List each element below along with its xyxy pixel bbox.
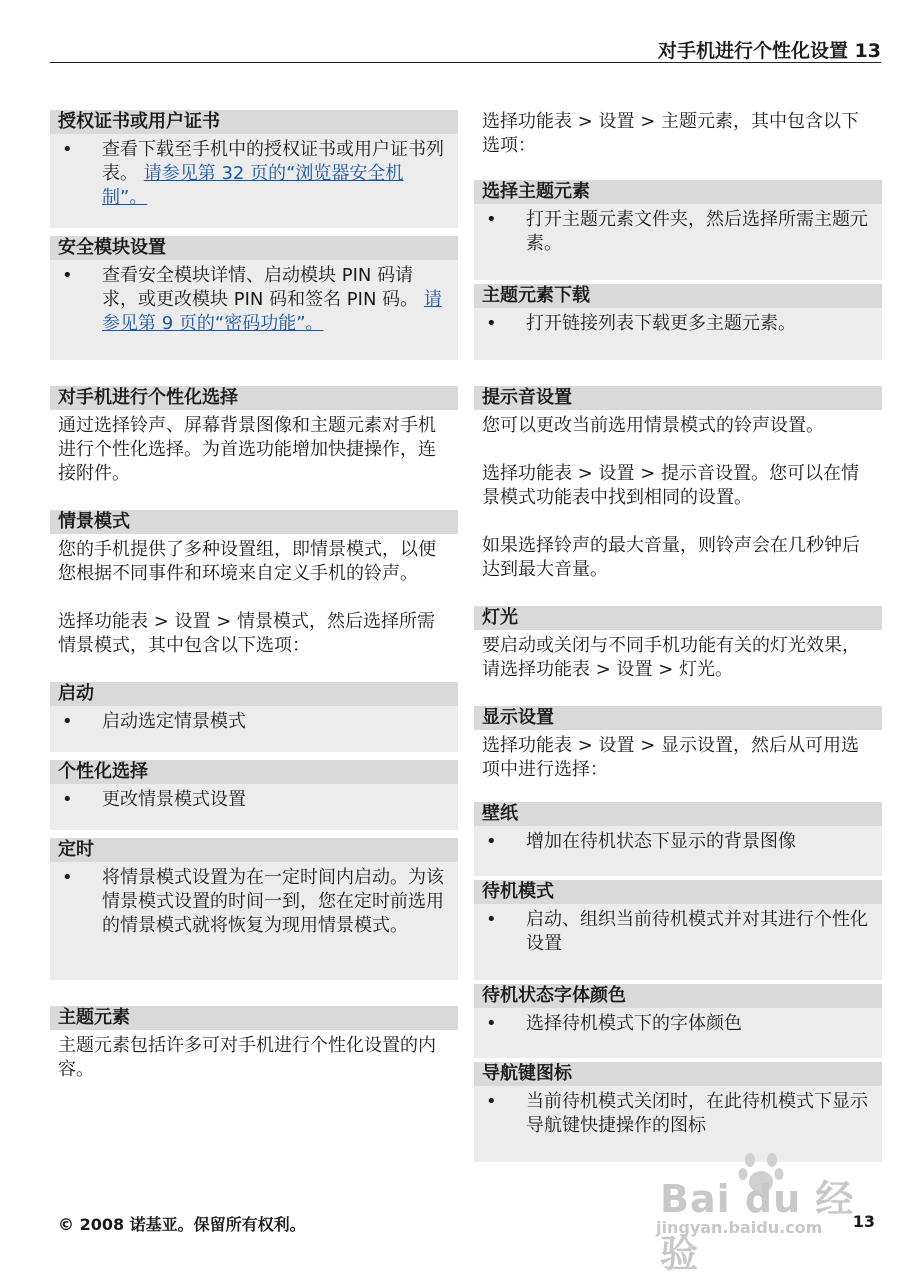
bullet-glyph: •	[62, 789, 73, 810]
bullet-glyph: •	[62, 265, 73, 286]
timed-block	[50, 838, 458, 980]
select-theme-bullet-row	[482, 208, 872, 256]
customize-heading: 个性化选择	[50, 760, 458, 784]
display-para: 选择功能表 > 设置 > 显示设置，然后从可用选项中进行选择：	[482, 735, 860, 780]
profiles-para-2: 选择功能表 > 设置 > 情景模式，然后选择所需情景模式，其中包含以下选项：	[58, 611, 436, 656]
standby-block	[474, 880, 882, 980]
customize-body	[50, 784, 458, 822]
cert-link[interactable]: 请参见第 32 页的“浏览器安全机制”。	[102, 163, 404, 208]
standby-font-block	[474, 984, 882, 1058]
cert-desc: 查看下载至手机中的授权证书或用户证书列表。	[102, 139, 444, 184]
profiles-heading: 情景模式	[50, 510, 458, 534]
select-theme-heading: 选择主题元素	[474, 180, 882, 204]
watermark-sub: jingyan.baidu.com	[656, 1218, 823, 1237]
tones-para-2: 选择功能表 > 设置 > 提示音设置。您可以在情景模式功能表中找到相同的设置。	[482, 463, 860, 508]
wallpaper-heading: 壁纸	[474, 802, 882, 826]
download-theme-text: 打开链接列表下载更多主题元素。	[526, 313, 796, 334]
footer-copyright: © 2008 诺基亚。保留所有权利。	[58, 1215, 306, 1234]
customize-text: 更改情景模式设置	[102, 789, 246, 810]
bullet-glyph: •	[62, 139, 73, 160]
page-header	[50, 36, 881, 63]
cert-body	[50, 134, 458, 220]
baidu-watermark	[650, 1150, 880, 1276]
standby-heading: 待机模式	[474, 880, 882, 904]
nav-icons-heading: 导航键图标	[474, 1062, 882, 1086]
activate-heading: 启动	[50, 682, 458, 706]
profiles-para-1: 您的手机提供了多种设置组，即情景模式，以便您根据不同事件和环境来自定义手机的铃声。	[58, 539, 436, 584]
download-theme-block	[474, 284, 882, 360]
nav-icons-body	[474, 1086, 882, 1148]
bullet-glyph: •	[486, 831, 497, 852]
cert-heading: 授权证书或用户证书	[50, 110, 458, 134]
standby-font-heading: 待机状态字体颜色	[474, 984, 882, 1008]
personalize-para: 通过选择铃声、屏幕背景图像和主题元素对手机进行个性化选择。为首选功能增加快捷操作，连接附件。	[58, 415, 436, 484]
lights-heading: 灯光	[474, 606, 882, 630]
download-theme-bullet-row	[482, 312, 872, 336]
security-heading: 安全模块设置	[50, 236, 458, 260]
timed-bullet-row	[58, 866, 448, 938]
bullet-glyph: •	[62, 867, 73, 888]
activate-body	[50, 706, 458, 744]
tones-para-3: 如果选择铃声的最大音量，则铃声会在几秒钟后达到最大音量。	[482, 535, 860, 580]
themes-intro: 选择功能表 > 设置 > 主题元素，其中包含以下选项：	[482, 111, 860, 156]
activate-bullet-row	[58, 710, 448, 734]
timed-heading: 定时	[50, 838, 458, 862]
bullet-glyph: •	[486, 313, 497, 334]
security-link[interactable]: 请参见第 9 页的“密码功能”。	[102, 289, 442, 334]
page-header-title: 对手机进行个性化设置 13	[657, 40, 881, 62]
themes-para: 主题元素包括许多可对手机进行个性化设置的内容。	[58, 1035, 436, 1080]
download-theme-heading: 主题元素下载	[474, 284, 882, 308]
standby-font-bullet-row	[482, 1012, 872, 1036]
cert-bullet-row	[58, 138, 448, 210]
cert-text	[102, 138, 448, 210]
tones-heading: 提示音设置	[474, 386, 882, 410]
right-column	[474, 110, 882, 1162]
tones-para-1: 您可以更改当前选用情景模式的铃声设置。	[482, 415, 824, 436]
nav-icons-bullet-row	[482, 1090, 872, 1138]
customize-block	[50, 760, 458, 830]
display-heading: 显示设置	[474, 706, 882, 730]
watermark-main: Bai du 经验	[660, 1177, 855, 1276]
cert-block	[50, 110, 458, 228]
timed-body	[50, 862, 458, 948]
bullet-glyph: •	[486, 1013, 497, 1034]
security-block	[50, 236, 458, 360]
standby-font-text: 选择待机模式下的字体颜色	[526, 1013, 742, 1034]
standby-body	[474, 904, 882, 966]
nav-icons-text: 当前待机模式关闭时，在此待机模式下显示导航键快捷操作的图标	[526, 1091, 868, 1136]
customize-bullet-row	[58, 788, 448, 812]
left-column	[50, 110, 458, 1082]
wallpaper-text: 增加在待机状态下显示的背景图像	[526, 831, 796, 852]
standby-text: 启动、组织当前待机模式并对其进行个性化设置	[526, 909, 868, 954]
wallpaper-block	[474, 802, 882, 876]
select-theme-text: 打开主题元素文件夹，然后选择所需主题元素。	[526, 209, 868, 254]
download-theme-body	[474, 308, 882, 346]
bullet-glyph: •	[486, 1091, 497, 1112]
wallpaper-bullet-row	[482, 830, 872, 854]
security-body	[50, 260, 458, 346]
bullet-glyph: •	[486, 909, 497, 930]
footer-page-number: 13	[852, 1212, 875, 1231]
wallpaper-body	[474, 826, 882, 864]
nav-icons-block	[474, 1062, 882, 1162]
lights-para: 要启动或关闭与不同手机功能有关的灯光效果，请选择功能表 > 设置 > 灯光。	[482, 635, 860, 680]
security-bullet-row	[58, 264, 448, 336]
activate-block	[50, 682, 458, 752]
timed-text: 将情景模式设置为在一定时间内启动。为该情景模式设置的时间一到，您在定时前选用的情景模式就将恢复为现用情景模式。	[102, 867, 444, 936]
select-theme-block	[474, 180, 882, 280]
standby-bullet-row	[482, 908, 872, 956]
security-text	[102, 264, 448, 336]
bullet-glyph: •	[486, 209, 497, 230]
bullet-glyph: •	[62, 711, 73, 732]
select-theme-body	[474, 204, 882, 266]
personalize-heading: 对手机进行个性化选择	[50, 386, 458, 410]
activate-text: 启动选定情景模式	[102, 711, 246, 732]
standby-font-body	[474, 1008, 882, 1046]
themes-heading: 主题元素	[50, 1006, 458, 1030]
security-desc: 查看安全模块详情、启动模块 PIN 码请求，或更改模块 PIN 码和签名 PIN 码。	[102, 265, 419, 310]
